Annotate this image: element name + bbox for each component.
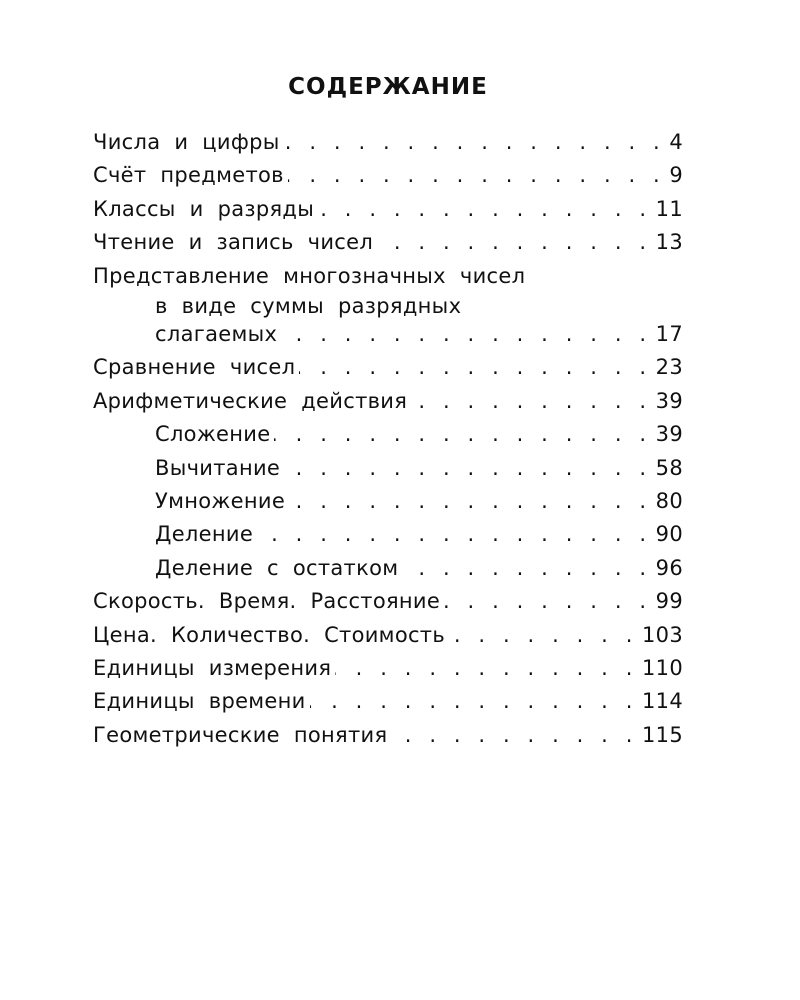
dot-leader — [274, 422, 651, 446]
toc-entry-page: 80 — [655, 489, 683, 514]
toc-entry-label: Скорость. Время. Расстояние — [93, 589, 441, 614]
toc-entry-label: Цена. Количество. Стоимость — [93, 622, 446, 647]
toc-entry[interactable] — [93, 130, 683, 163]
toc-entry-label: Вычитание — [155, 455, 281, 480]
toc-entry-label: Деление с остатком — [155, 555, 399, 580]
dot-leader — [444, 589, 652, 613]
toc-entry-label: Единицы времени — [93, 689, 306, 714]
toc-subentry[interactable] — [93, 489, 683, 522]
toc-entry[interactable] — [93, 623, 683, 656]
dot-leader — [318, 197, 652, 221]
dot-leader — [289, 489, 652, 513]
dot-leader — [335, 656, 638, 680]
toc-entry-page: 110 — [642, 655, 683, 680]
toc-entry[interactable] — [93, 723, 683, 756]
toc-entry-multiline-line3[interactable] — [93, 322, 683, 355]
dot-leader — [284, 456, 652, 480]
toc-entry-page: 103 — [642, 622, 683, 647]
toc-entry-label: Арифметические действия — [93, 388, 408, 413]
toc-entry-page: 23 — [655, 355, 683, 380]
toc-entry-page: 96 — [655, 555, 683, 580]
toc-entry-label: Сравнение чисел — [93, 355, 296, 380]
toc-entry-label: в виде суммы разрядных — [155, 293, 462, 318]
toc-entry-page: 115 — [642, 722, 683, 747]
toc-entry-page: 114 — [642, 689, 683, 714]
toc-entry[interactable] — [93, 389, 683, 422]
table-of-contents — [93, 130, 683, 756]
toc-entry[interactable] — [93, 589, 683, 622]
toc-entry-page: 17 — [655, 322, 683, 347]
toc-entry-label: Представление многозначных чисел — [93, 263, 526, 288]
toc-entry-page: 90 — [655, 522, 683, 547]
dot-leader — [281, 322, 651, 346]
toc-subentry[interactable] — [93, 456, 683, 489]
toc-subentry[interactable] — [93, 556, 683, 589]
dot-leader — [411, 389, 652, 413]
toc-entry-page: 13 — [655, 230, 683, 255]
toc-entry-label: Умножение — [155, 489, 286, 514]
toc-entry-label: Числа и цифры — [93, 130, 280, 154]
dot-leader — [377, 230, 652, 254]
toc-entry-label: Счёт предметов — [93, 163, 284, 188]
toc-entry-label: Единицы измерения — [93, 655, 332, 680]
toc-entry[interactable] — [93, 197, 683, 230]
toc-subentry[interactable] — [93, 422, 683, 455]
dot-leader — [449, 623, 638, 647]
toc-entry-page: 4 — [669, 130, 683, 154]
toc-entry[interactable] — [93, 689, 683, 722]
toc-entry-label: Сложение — [155, 422, 271, 447]
toc-subentry[interactable] — [93, 522, 683, 555]
dot-leader — [284, 130, 666, 154]
toc-entry-page: 11 — [655, 196, 683, 221]
toc-entry-label: Чтение и запись чисел — [93, 230, 374, 255]
toc-entry-multiline-line2[interactable] — [93, 294, 683, 323]
dot-leader — [310, 689, 638, 713]
toc-entry-page: 99 — [655, 589, 683, 614]
toc-entry[interactable] — [93, 656, 683, 689]
toc-entry[interactable] — [93, 355, 683, 388]
toc-entry-page: 9 — [669, 163, 683, 188]
dot-leader — [288, 163, 666, 187]
dot-leader — [257, 522, 652, 546]
toc-entry-label: Геометрические понятия — [93, 722, 388, 747]
toc-entry[interactable] — [93, 163, 683, 196]
toc-entry-label: Деление — [155, 522, 254, 547]
page-title: СОДЕРЖАНИЕ — [288, 74, 488, 100]
toc-entry[interactable] — [93, 230, 683, 263]
dot-leader — [391, 723, 638, 747]
dot-leader — [299, 355, 651, 379]
dot-leader — [402, 556, 651, 580]
toc-entry-label: Классы и разряды — [93, 196, 315, 221]
toc-entry-page: 39 — [655, 422, 683, 447]
toc-entry-multiline-line1[interactable] — [93, 264, 683, 294]
toc-entry-label: слагаемых — [155, 322, 278, 347]
toc-entry-page: 39 — [655, 388, 683, 413]
toc-entry-page: 58 — [655, 455, 683, 480]
